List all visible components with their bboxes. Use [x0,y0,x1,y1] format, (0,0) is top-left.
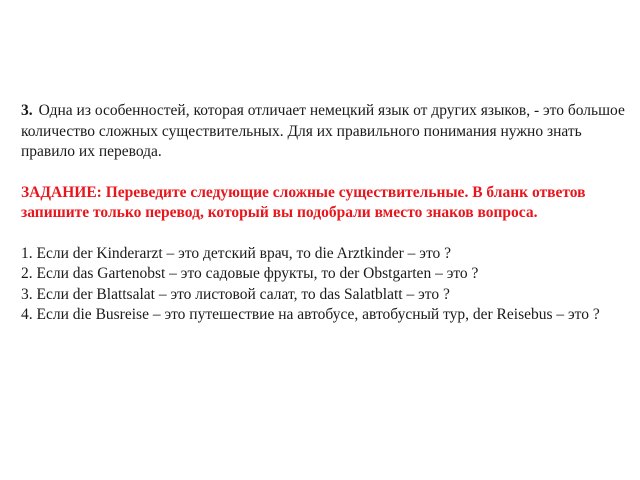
list-item: 2. Если das Gartenobst – это садовые фрукты, то der Obstgarten – это ? [21,265,479,282]
document-body [21,101,626,326]
item-list [21,244,626,326]
spacer [21,224,626,244]
list-item: 3. Если der Blattsalat – это листовой салат, то das Salatblatt – это ? [21,285,450,303]
intro-paragraph [21,101,626,163]
spacer [21,163,626,183]
list-item: 4. Если die Busreise – это путешествие на автобусе, автобусный тур, der Reisebus – это ? [21,306,600,323]
task-paragraph: ЗАДАНИЕ: Переведите следующие сложные существительные. В бланк ответов запишите только перевод, который вы подобрали вместо знаков вопроса. [21,183,586,221]
intro-number: 3. [21,102,33,119]
list-item: 1. Если der Kinderarzt – это детский врач, то die Arztkinder – это ? [21,244,452,262]
intro-text: Одна из особенностей, которая отличает немецкий язык от других языков, - это большое количество сложных существительных. Для их правильного понимания нужно знать правило их перевода. [21,102,625,160]
